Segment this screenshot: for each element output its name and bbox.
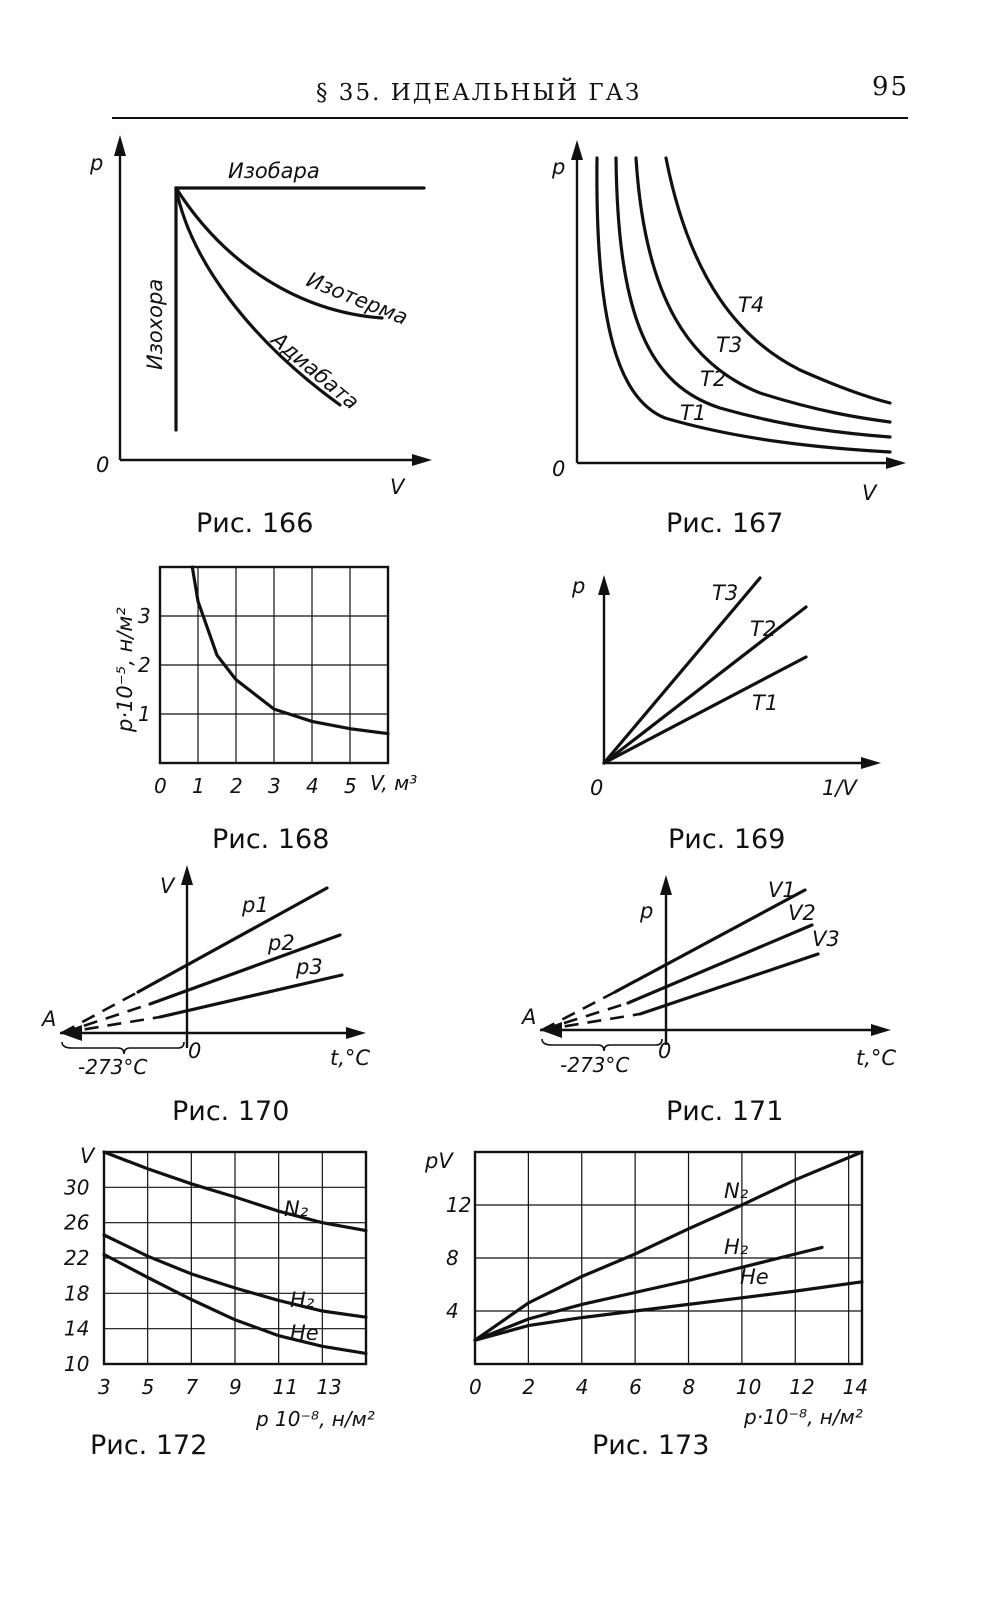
fig166-caption: Рис. 166 [196, 508, 314, 539]
fig169-x-label: 1/V [822, 776, 857, 800]
fig-172-chart [64, 1144, 375, 1461]
fig169-line-t3 [604, 578, 760, 763]
fig-167 [551, 140, 906, 539]
fig171-point-a: A [522, 1005, 537, 1029]
fig173-x-tick: 4 [575, 1375, 589, 1399]
fig173-x-tick: 14 [842, 1375, 869, 1399]
fig169-t3-label: T3 [712, 581, 739, 605]
fig172-caption: Рис. 172 [90, 1430, 208, 1461]
fig173-x-tick: 10 [735, 1375, 762, 1399]
fig167-x-arrow-icon [886, 457, 906, 469]
fig166-origin: 0 [96, 453, 110, 477]
fig170-y-arrow-icon [181, 865, 193, 885]
fig166-isotherm-label: Изотерма [303, 267, 412, 330]
fig168-x-tick: 0 [154, 774, 167, 798]
fig173-series-label: He [740, 1265, 769, 1289]
fig169-y-label: p [572, 574, 586, 598]
fig172-x-tick: 7 [185, 1375, 199, 1399]
fig173-x-tick: 0 [469, 1375, 482, 1399]
fig166-isobar-label: Изобара [228, 159, 320, 183]
fig173-series [475, 1152, 862, 1340]
fig167-y-arrow-icon [571, 140, 583, 160]
fig171-offset-label: -273°C [560, 1053, 630, 1077]
fig170-point-a: A [42, 1007, 57, 1031]
fig-171 [520, 875, 896, 1127]
fig173-x-tick: 2 [522, 1375, 536, 1399]
fig-173-chart [424, 1149, 868, 1461]
fig170-caption: Рис. 170 [172, 1096, 290, 1127]
fig166-x-label: V [390, 475, 405, 499]
fig168-x-tick: 5 [344, 774, 357, 798]
fig173-x-label: p·10⁻⁸, н/м² [744, 1405, 863, 1429]
fig169-caption: Рис. 169 [668, 824, 786, 855]
fig168-y-tick: 1 [138, 702, 151, 726]
fig171-brace [542, 1039, 662, 1051]
fig170-x-arrow-icon [346, 1027, 366, 1039]
fig168-x-tick: 3 [268, 774, 281, 798]
fig168-series-line [192, 567, 388, 734]
fig170-offset-label: -273°C [78, 1055, 148, 1079]
fig171-x-label: t,°C [856, 1046, 897, 1070]
fig170-p1-label: p1 [242, 893, 269, 917]
fig173-y-label: pV [425, 1149, 453, 1173]
fig-169 [571, 574, 881, 855]
fig166-y-arrow-icon [114, 135, 126, 156]
fig172-x-tick: 3 [98, 1375, 111, 1399]
fig172-series-label: He [290, 1321, 319, 1345]
fig167-t1-label: T1 [680, 401, 707, 425]
fig172-y-tick: 30 [64, 1175, 90, 1200]
fig169-y-arrow-icon [598, 575, 610, 595]
fig168-ticks [138, 604, 357, 798]
fig172-y-tick: 14 [64, 1316, 90, 1341]
fig-166 [89, 135, 432, 539]
fig167-y-label: p [552, 155, 566, 179]
fig166-x-arrow-icon [412, 454, 432, 466]
fig171-x-arrow-icon [871, 1024, 891, 1036]
fig172-grid [104, 1152, 366, 1364]
fig171-caption: Рис. 171 [666, 1096, 784, 1127]
fig169-t1-label: T1 [752, 691, 779, 715]
fig172-x-label: p 10⁻⁸, н/м² [256, 1407, 375, 1431]
fig173-series-label: H₂ [724, 1235, 749, 1259]
fig173-ticks [446, 1193, 868, 1399]
fig168-y-tick: 3 [138, 604, 151, 628]
fig172-y-label: V [80, 1144, 95, 1168]
fig171-v2-label: V2 [788, 901, 816, 925]
fig169-origin: 0 [590, 776, 604, 800]
fig173-x-tick: 12 [789, 1375, 815, 1399]
fig168-x-tick: 4 [306, 774, 319, 798]
fig173-y-tick: 12 [446, 1193, 472, 1217]
fig169-t2-label: T2 [750, 617, 777, 641]
fig168-grid [160, 567, 388, 763]
fig172-x-tick: 11 [272, 1375, 299, 1399]
fig166-adiabat-label: Адиабата [266, 327, 364, 415]
fig-170 [40, 865, 370, 1127]
fig172-y-tick: 22 [64, 1246, 90, 1270]
fig166-y-label: p [90, 151, 104, 175]
fig172-x-tick: 9 [229, 1375, 242, 1399]
fig173-y-tick: 4 [446, 1299, 459, 1323]
fig168-x-tick: 1 [192, 774, 205, 798]
fig171-y-label: p [640, 899, 654, 923]
fig172-series-label: H₂ [290, 1288, 315, 1312]
fig167-t3-label: T3 [716, 333, 743, 357]
fig167-t2-label: T2 [700, 367, 727, 391]
fig171-y-arrow-icon [660, 875, 672, 895]
fig173-series-line [475, 1152, 862, 1340]
fig167-x-label: V [862, 481, 877, 505]
fig170-x-label: t,°C [330, 1046, 371, 1070]
fig167-origin: 0 [552, 457, 566, 481]
fig172-y-tick: 10 [64, 1352, 90, 1376]
fig168-y-label: p·10⁻⁵, н/м² [113, 607, 137, 732]
fig173-grid [475, 1152, 862, 1364]
fig172-x-tick: 13 [316, 1375, 342, 1399]
fig168-y-tick: 2 [138, 653, 151, 677]
fig172-y-tick: 26 [64, 1210, 90, 1235]
fig-168-chart [113, 567, 417, 855]
fig173-y-tick: 8 [446, 1246, 459, 1270]
fig173-caption: Рис. 173 [592, 1430, 710, 1461]
fig170-y-label: V [160, 874, 175, 898]
fig172-x-tick: 5 [141, 1375, 155, 1399]
fig166-isochore-label: Изохора [143, 278, 167, 370]
fig170-origin: 0 [188, 1039, 202, 1063]
fig170-brace [62, 1042, 184, 1054]
fig170-p3-label: p3 [296, 955, 323, 979]
fig173-x-tick: 8 [682, 1375, 696, 1399]
fig167-caption: Рис. 167 [666, 508, 784, 539]
running-header: § 35. ИДЕАЛЬНЫЙ ГАЗ [316, 80, 642, 106]
fig171-v1-label: V1 [768, 878, 796, 902]
fig172-series-label: N₂ [284, 1197, 309, 1221]
fig173-x-tick: 6 [629, 1375, 642, 1399]
fig169-x-arrow-icon [861, 757, 881, 769]
page-number: 95 [872, 72, 910, 102]
fig168-x-label: V, м³ [370, 771, 418, 795]
fig172-y-tick: 18 [64, 1281, 90, 1306]
fig168-x-tick: 2 [230, 774, 243, 798]
fig171-v3-label: V3 [812, 927, 840, 951]
fig167-t4-label: T4 [738, 293, 765, 317]
fig173-series-label: N₂ [724, 1179, 749, 1203]
fig170-p1-extrapolation [62, 992, 138, 1033]
fig171-origin: 0 [658, 1039, 672, 1063]
fig168-caption: Рис. 168 [212, 824, 330, 855]
fig170-p2-label: p2 [268, 931, 295, 955]
fig168-series [192, 567, 388, 734]
